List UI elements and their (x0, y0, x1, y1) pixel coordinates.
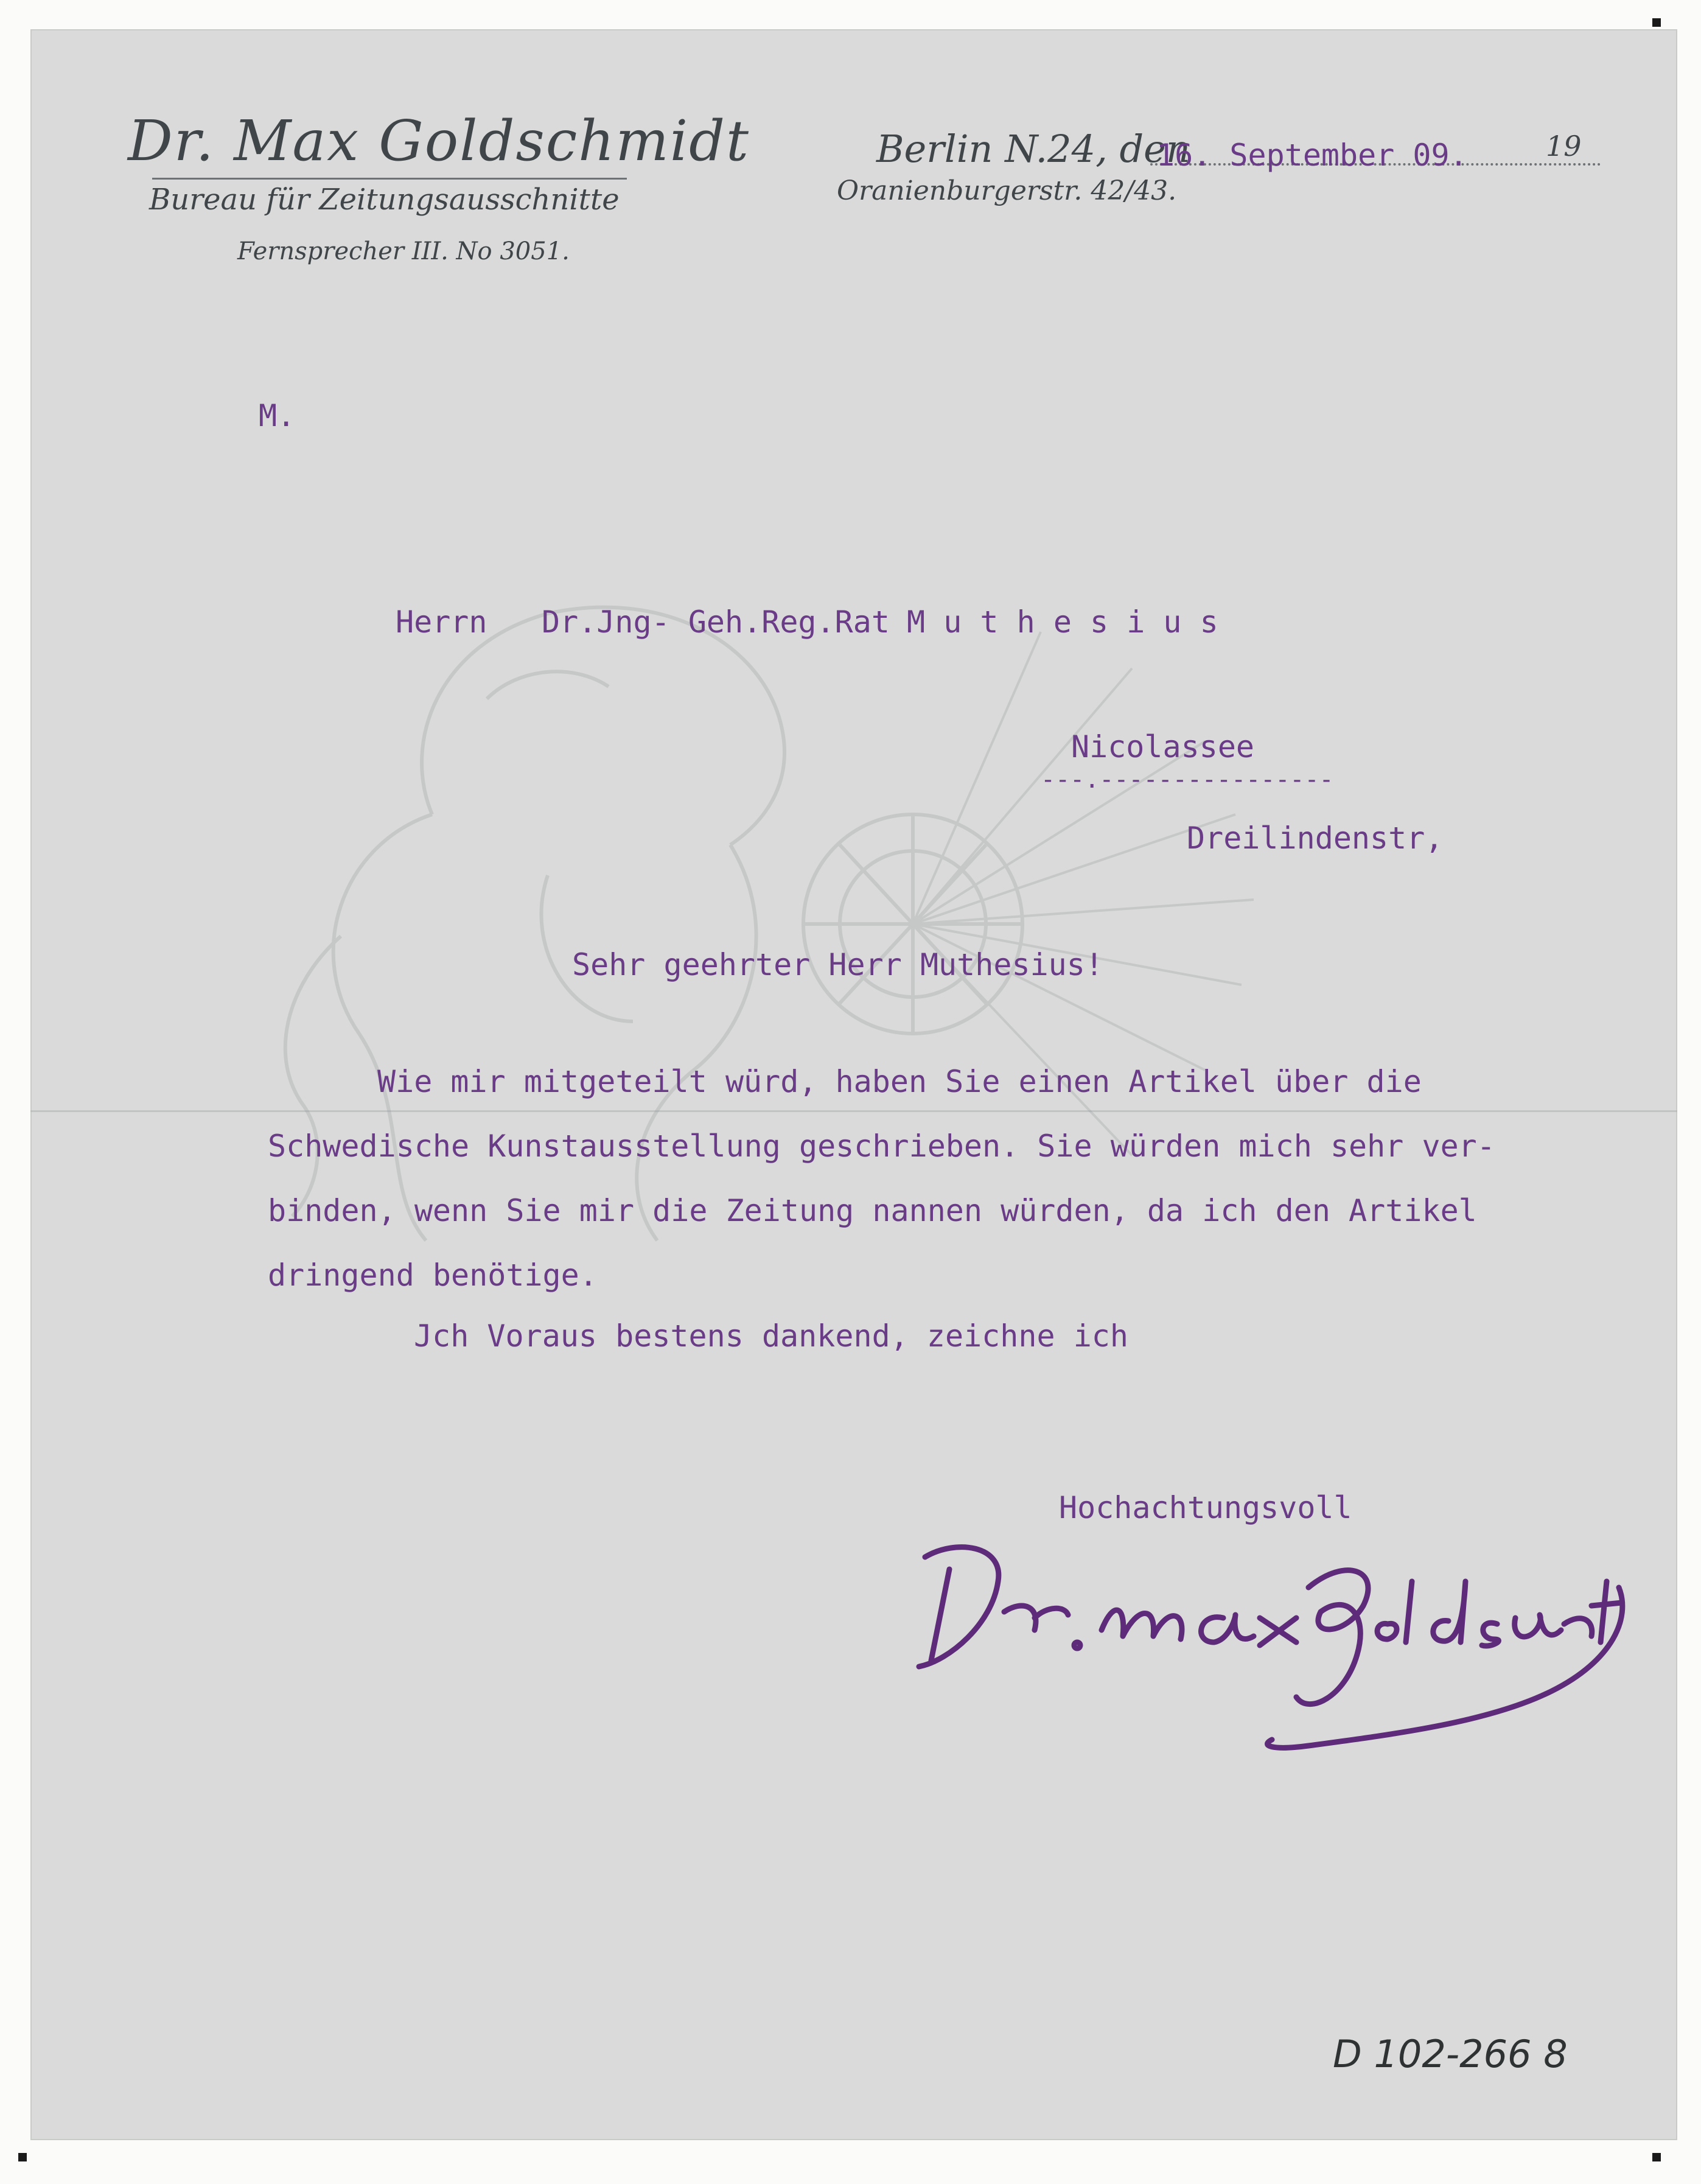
letterhead-phone: Fernsprecher III. No 3051. (237, 237, 570, 265)
salutation: Sehr geehrter Herr Muthesius! (572, 947, 1103, 982)
letterhead-street: Oranienburgerstr. 42/43. (837, 175, 1177, 206)
archive-number: D 102-266 8 (1333, 2032, 1568, 2076)
recipient-street: Dreilindenstr, (1187, 821, 1444, 856)
handwritten-signature (882, 1514, 1637, 1758)
corner-marker-bottom-left (18, 2153, 27, 2161)
letterhead-business: Bureau für Zeitungsausschnitte (149, 183, 620, 217)
body-line-5: Jch Voraus bestens dankend, zeichne ich (414, 1318, 1128, 1354)
body-line-3: binden, wenn Sie mir die Zeitung nannen würden, da ich den Artikel (268, 1193, 1477, 1228)
recipient-town: Nicolassee (1071, 729, 1255, 765)
letterhead-underline (152, 178, 627, 180)
letter-date: 16. September 09. (1156, 138, 1468, 173)
recipient-name: M u t h e s i u s (907, 604, 1218, 640)
letterhead-year-prefix: 19 (1546, 130, 1582, 163)
body-line-2: Schwedische Kunstausstellung geschrieben. Sie würden mich sehr ver- (268, 1129, 1495, 1164)
recipient-title: Dr.Jng- Geh.Reg.Rat (542, 604, 890, 640)
letterhead-name: Dr. Max Goldschmidt (128, 108, 750, 173)
body-line-4: dringend benötige. (268, 1258, 598, 1293)
recipient-underline: ---.---------------- (1041, 766, 1334, 794)
letterhead-place: Berlin N.24, den (876, 127, 1190, 171)
body-line-1: Wie mir mitgeteilt würd, haben Sie einen Artikel über die (377, 1064, 1422, 1099)
corner-marker-top-right (1652, 18, 1661, 27)
letter-sheet (30, 29, 1677, 2140)
reference-mark: M. (259, 398, 296, 433)
closing: Hochachtungsvoll (1059, 1490, 1352, 1525)
recipient-prefix: Herrn (396, 604, 487, 640)
corner-marker-bottom-right (1652, 2153, 1661, 2161)
